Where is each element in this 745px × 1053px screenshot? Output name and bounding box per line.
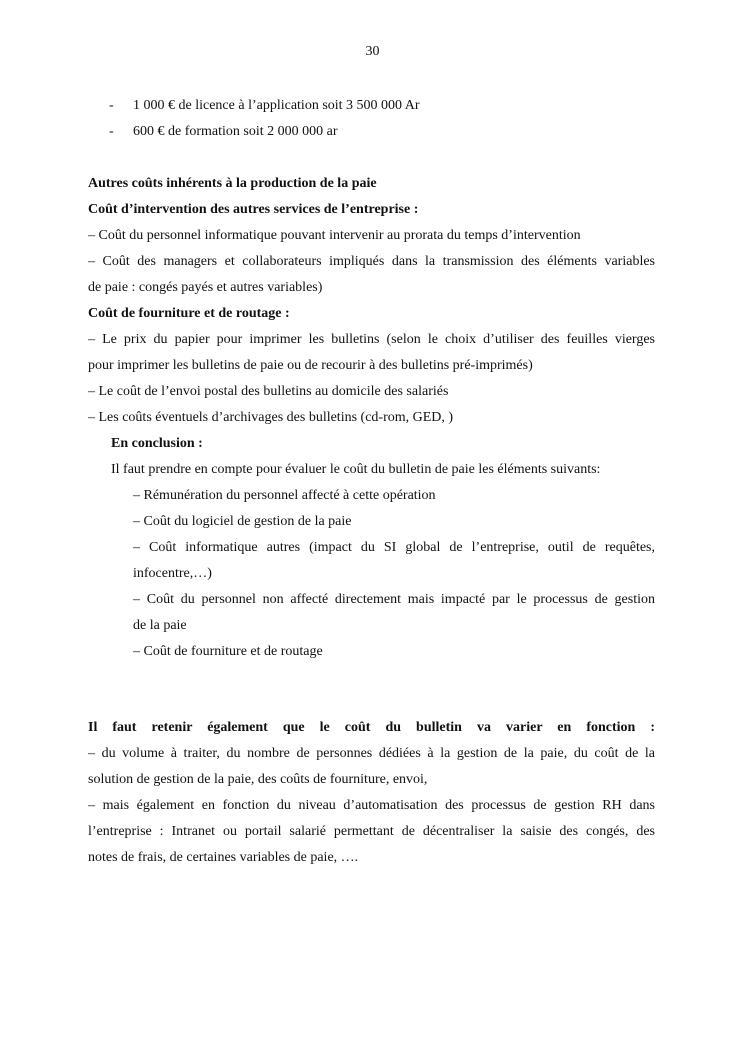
conclusion-item: – Coût informatique autres (impact du SI global de l’entreprise, outil de requêtes, bbox=[133, 540, 655, 555]
page-number: 30 bbox=[365, 44, 380, 59]
intervention-line: – Coût du personnel informatique pouvant intervenir au prorata du temps d’intervention bbox=[88, 228, 581, 243]
conclusion-item: de la paie bbox=[133, 618, 187, 633]
retenir-line: – du volume à traiter, du nombre de personnes dédiées à la gestion de la paie, du coût de la bbox=[88, 746, 655, 761]
retenir-line: solution de gestion de la paie, des coûts de fourniture, envoi, bbox=[88, 772, 428, 787]
conclusion-intro: Il faut prendre en compte pour évaluer le coût du bulletin de paie les éléments suivants: bbox=[111, 462, 601, 477]
cost-bullet: - 600 € de formation soit 2 000 000 ar bbox=[109, 124, 338, 139]
retenir-heading: Il faut retenir également que le coût du bulletin va varier en fonction : bbox=[88, 720, 655, 735]
fourniture-line: pour imprimer les bulletins de paie ou de recourir à des bulletins pré-imprimés) bbox=[88, 358, 533, 373]
retenir-line: – mais également en fonction du niveau d’automatisation des processus de gestion RH dans bbox=[88, 798, 655, 813]
conclusion-item: – Coût du personnel non affecté directement mais impacté par le processus de gestion bbox=[133, 592, 655, 607]
fourniture-line: – Le prix du papier pour imprimer les bulletins (selon le choix d’utiliser des feuilles vierges bbox=[88, 332, 655, 347]
conclusion-item: infocentre,…) bbox=[133, 566, 212, 581]
conclusion-item: – Rémunération du personnel affecté à cette opération bbox=[133, 488, 436, 503]
fourniture-line: – Les coûts éventuels d’archivages des bulletins (cd-rom, GED, ) bbox=[88, 410, 454, 425]
conclusion-heading: En conclusion : bbox=[111, 436, 203, 451]
intervention-line: – Coût des managers et collaborateurs impliqués dans la transmission des éléments variables bbox=[88, 254, 655, 269]
document-body bbox=[88, 93, 655, 871]
section-title: Autres coûts inhérents à la production de la paie bbox=[88, 176, 377, 191]
retenir-line: notes de frais, de certaines variables de paie, …. bbox=[88, 850, 359, 865]
conclusion-item: – Coût du logiciel de gestion de la paie bbox=[133, 514, 352, 529]
intervention-line: de paie : congés payés et autres variables) bbox=[88, 280, 323, 295]
retenir-line: l’entreprise : Intranet ou portail salarié permettant de décentraliser la saisie des congés, des bbox=[88, 824, 655, 839]
cost-bullet-text: 600 € de formation soit 2 000 000 ar bbox=[133, 124, 338, 139]
fourniture-heading: Coût de fourniture et de routage : bbox=[88, 306, 290, 321]
conclusion-item: – Coût de fourniture et de routage bbox=[133, 644, 323, 659]
intervention-heading: Coût d’intervention des autres services de l’entreprise : bbox=[88, 202, 419, 217]
cost-bullet-text: 1 000 € de licence à l’application soit 3 500 000 Ar bbox=[133, 98, 420, 113]
fourniture-line: – Le coût de l’envoi postal des bulletins au domicile des salariés bbox=[88, 384, 449, 399]
cost-bullet: - 1 000 € de licence à l’application soit 3 500 000 Ar bbox=[109, 98, 420, 113]
